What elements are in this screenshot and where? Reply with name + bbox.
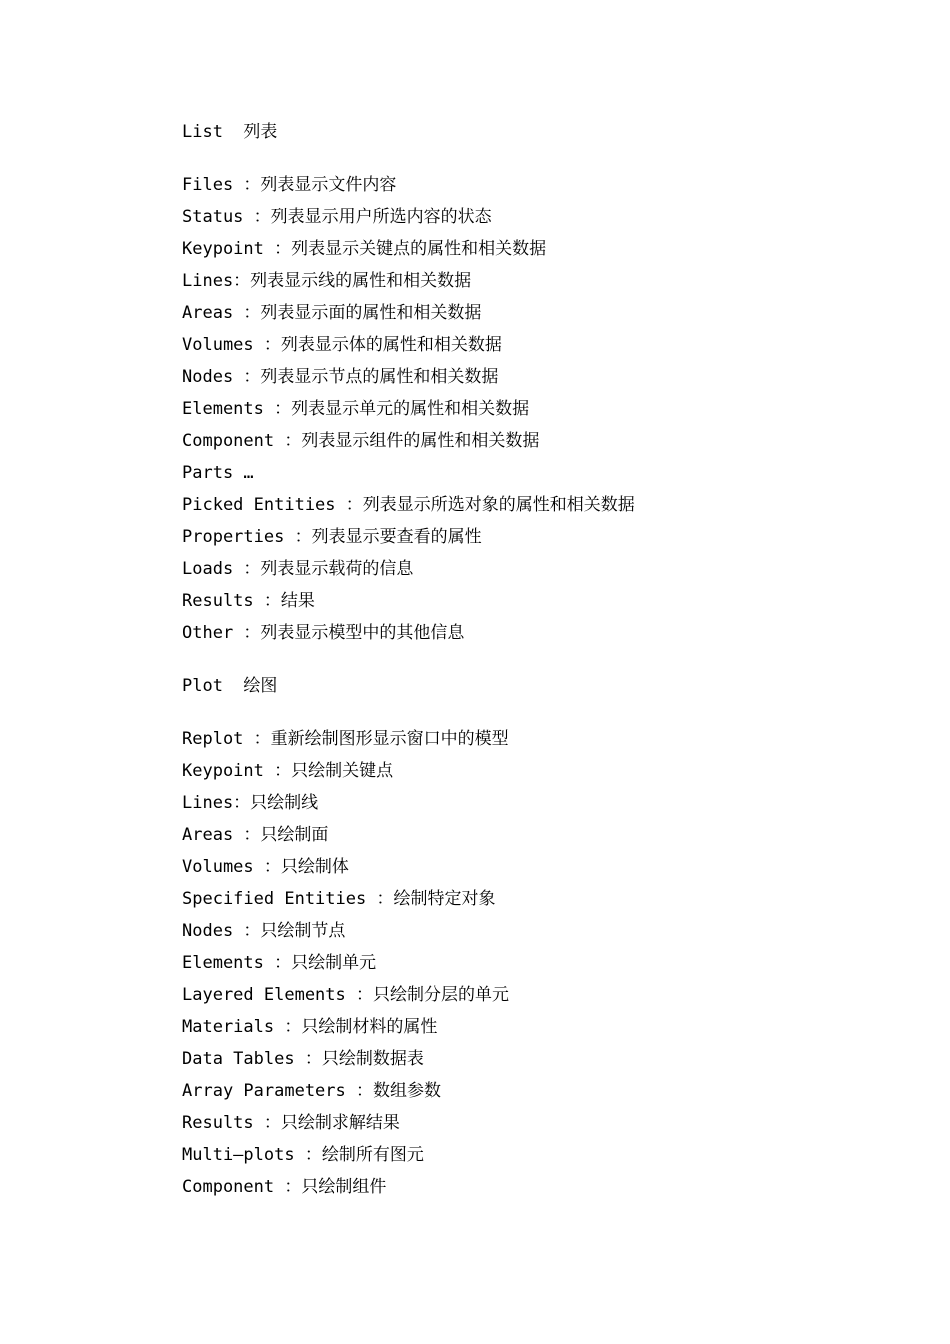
plot-entry-layered-elements: Layered Elements ：只绘制分层的单元 (182, 985, 509, 1005)
list-entries (182, 169, 882, 649)
list-entry-elements: Elements ：列表显示单元的属性和相关数据 (182, 399, 530, 419)
plot-entry-areas: Areas ：只绘制面 (182, 825, 329, 845)
plot-entry-replot: Replot ：重新绘制图形显示窗口中的模型 (182, 729, 509, 749)
list-entry-parts: Parts … (182, 463, 254, 483)
list-entry-other: Other ：列表显示模型中的其他信息 (182, 623, 465, 643)
list-entry-component: Component ：列表显示组件的属性和相关数据 (182, 431, 540, 451)
plot-entry-data-tables: Data Tables ：只绘制数据表 (182, 1049, 424, 1069)
list-entry-loads: Loads ：列表显示载荷的信息 (182, 559, 414, 579)
list-entry-picked-entities: Picked Entities ：列表显示所选对象的属性和相关数据 (182, 495, 635, 515)
plot-entry-volumes: Volumes ：只绘制体 (182, 857, 349, 877)
plot-entry-component: Component ：只绘制组件 (182, 1177, 387, 1197)
plot-entry-results: Results ：只绘制求解结果 (182, 1113, 400, 1133)
spacer (182, 148, 882, 169)
list-heading: List 列表 (182, 122, 278, 142)
plot-heading: Plot 绘图 (182, 676, 278, 696)
plot-entry-array-parameters: Array Parameters ：数组参数 (182, 1081, 441, 1101)
plot-entry-specified-entities: Specified Entities ：绘制特定对象 (182, 889, 496, 909)
plot-entry-nodes: Nodes ：只绘制节点 (182, 921, 346, 941)
plot-entry-materials: Materials ：只绘制材料的属性 (182, 1017, 438, 1037)
spacer (182, 649, 882, 670)
list-entry-files: Files ：列表显示文件内容 (182, 175, 397, 195)
list-section (182, 116, 882, 649)
list-entry-areas: Areas ：列表显示面的属性和相关数据 (182, 303, 482, 323)
plot-entry-keypoint: Keypoint ：只绘制关键点 (182, 761, 394, 781)
plot-entries (182, 723, 882, 1203)
document-page (182, 116, 882, 1203)
spacer (182, 702, 882, 723)
list-entry-nodes: Nodes ：列表显示节点的属性和相关数据 (182, 367, 499, 387)
list-entry-lines: Lines：列表显示线的属性和相关数据 (182, 271, 472, 291)
plot-entry-elements: Elements ：只绘制单元 (182, 953, 377, 973)
plot-entry-multi-plots: Multi—plots ：绘制所有图元 (182, 1145, 424, 1165)
plot-entry-lines: Lines：只绘制线 (182, 793, 319, 813)
list-entry-results: Results ：结果 (182, 591, 315, 611)
list-entry-keypoint: Keypoint ：列表显示关键点的属性和相关数据 (182, 239, 547, 259)
list-entry-volumes: Volumes ：列表显示体的属性和相关数据 (182, 335, 502, 355)
plot-section (182, 670, 882, 1203)
list-entry-properties: Properties ：列表显示要查看的属性 (182, 527, 482, 547)
list-entry-status: Status ：列表显示用户所选内容的状态 (182, 207, 492, 227)
